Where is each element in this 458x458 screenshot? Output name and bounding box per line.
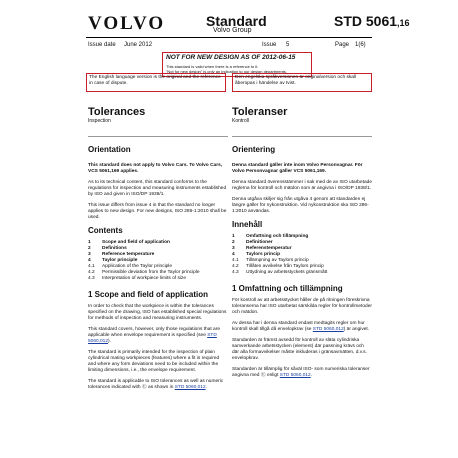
issue-label: Issue xyxy=(262,42,277,48)
swedish-column xyxy=(232,106,372,384)
para-text: ). xyxy=(108,339,111,344)
toc-text: Taylor principle xyxy=(102,258,138,263)
toc-number: 4.2 xyxy=(88,270,95,275)
std-5060-link[interactable]: STD 5060,012 xyxy=(312,327,344,332)
toc-number: 4 xyxy=(232,252,235,257)
standard-number-version: ,16 xyxy=(397,18,410,28)
notice-title: NOT FOR NEW DESIGN AS OF 2012-06-15 xyxy=(166,54,296,61)
header-rule xyxy=(86,37,372,38)
toc-number: 4.3 xyxy=(232,270,239,275)
para-text: The standard is applicable to ISO tolerances as well as numeric tolerances indicated with xyxy=(88,379,224,390)
toc-text: Reference temperature xyxy=(102,252,155,257)
page-subtitle-en: Inspection xyxy=(88,118,111,124)
page-number: 1(6) xyxy=(355,42,366,48)
section-1-para-3-sv: Standarden är främst avsedd för kontroll av släta cylindriska samverkande arbetsstycken (element) där passning krävs och där alla formavvikelser måste inkluderas i gränsavmätten, d.v.s. envelopkrav. xyxy=(232,338,367,361)
toc-text: Scope and field of application xyxy=(102,240,170,245)
page-label: Page xyxy=(335,42,350,48)
section-1-heading-sv: 1 Omfattning och tillämpning xyxy=(232,284,343,293)
issue-date-label: Issue date xyxy=(88,42,116,48)
issue-number: 5 xyxy=(286,42,290,48)
envelope-symbol-icon: Ⓔ xyxy=(141,385,147,390)
section-1-para-3-en: The standard is primarily intended for the inspection of plain cylindrical mating workpieces (features) where a fit is required and where any form deviations need to be included within the limiting dimensions, i.e., the envelope requirement. xyxy=(88,350,220,373)
section-1-para-2-sv xyxy=(232,321,372,333)
envelope-symbol-icon: Ⓔ xyxy=(260,373,266,378)
page-title-sv: Toleranser xyxy=(232,106,288,118)
section-1-para-1-sv: För kontroll av att arbetsstycket håller de på ritningen föreskrivna toleranserna har ISO utarbetat särskilda regler för kontrollmetoder och mätdon. xyxy=(232,298,372,315)
volvo-cars-exception-sv: Denna standard gäller inte inom Volvo Personvagnar. För Volvo Personvagnar gäller VCS 5061,169. xyxy=(232,163,363,174)
notice-line-1: This standard is valid when there is a reference to it. xyxy=(166,64,259,69)
contents-heading-sv: Innehåll xyxy=(232,220,263,229)
toc-text: Definitions xyxy=(102,246,127,251)
para-text: Av dessa har i denna standard endast medtagits regler om hur kontroll skall tillgå då envelopkrav (se xyxy=(232,321,365,332)
page-title-en: Tolerances xyxy=(88,106,146,118)
para-text: . xyxy=(310,373,313,378)
section-1-para-4-en xyxy=(88,379,228,391)
contents-heading-en: Contents xyxy=(88,226,123,235)
toc-item xyxy=(88,276,228,282)
page-subtitle-sv: Kontroll xyxy=(232,118,249,124)
document-type: Standard xyxy=(206,13,267,29)
section-1-para-1-en: In order to check that the workpiece is within the tolerances specified on the drawing, ISO has established special regulations for methods of inspection and measuring instruments. xyxy=(88,304,227,321)
toc-text: Taylors princip xyxy=(246,252,281,257)
para-text: ) är angivet. xyxy=(343,327,370,332)
para-text: Standarden är tillämplig för såväl ISO- som numeriska toleranser angivna med xyxy=(232,367,370,378)
toc-text: Omfattning och tillämpning xyxy=(246,234,309,239)
standard-number xyxy=(334,13,410,29)
toc-number: 1 xyxy=(232,234,235,239)
table-of-contents-en xyxy=(88,240,228,282)
notice-line-2: "Not for new design" is only an indication to our design departments. xyxy=(166,69,287,74)
toc-text: Definitioner xyxy=(246,240,273,245)
toc-number: 1 xyxy=(88,240,91,245)
std-5060-link[interactable]: STD 5060,012 xyxy=(174,385,206,390)
toc-item xyxy=(232,270,372,276)
table-of-contents-sv xyxy=(232,234,372,276)
toc-text: Referenstemperatur xyxy=(246,246,292,251)
toc-number: 3 xyxy=(232,246,235,251)
toc-text: Tillämpning av Taylors princip xyxy=(246,258,309,263)
english-column xyxy=(88,106,228,396)
iso-conformance-en: As to its technical content, this standard conforms to the regulations for inspection and measuring instruments established by ISO and given in ISO/DP 1938/1. xyxy=(88,180,227,197)
std-5060-link[interactable]: STD 5060,012 xyxy=(88,333,217,344)
toc-number: 4 xyxy=(88,258,91,263)
issue-date: June 2012 xyxy=(124,42,153,48)
para-text: . xyxy=(205,385,207,390)
toc-text: Permissible deviation from the Taylor principle xyxy=(102,270,200,275)
issue-difference-sv: Denna utgåva skiljer sig från utgåva 4 genom att standarden ej längre gäller för nykonstruktion. Vid nykonstruktion ska ISO 286-1:2010 användas. xyxy=(232,197,369,214)
volvo-cars-exception-en: This standard does not apply to Volvo Cars. To Volvo Cars, VCS 5061,169 applies. xyxy=(88,163,223,174)
divider xyxy=(88,136,228,137)
std-5060-link[interactable]: STD 5060,012 xyxy=(279,373,311,378)
divider xyxy=(232,136,372,137)
standard-number-main: STD 5061 xyxy=(334,13,398,29)
iso-conformance-sv: Denna standard överensstämmer i sak med de av ISO utarbetade reglerna för kontroll och mätdon som är angivna i ISO/DP 1938/1. xyxy=(232,180,372,191)
organization: Volvo Group xyxy=(213,27,252,34)
toc-number: 2 xyxy=(88,246,91,251)
toc-number: 4.1 xyxy=(232,258,239,263)
para-text: enligt xyxy=(266,373,280,378)
section-1-para-2-en xyxy=(88,327,228,345)
toc-text: Application of the Taylor principle xyxy=(102,264,173,269)
section-1-para-4-sv xyxy=(232,367,372,379)
section-1-heading-en: 1 Scope and field of application xyxy=(88,290,209,299)
toc-number: 4.3 xyxy=(88,276,95,281)
toc-number: 4.1 xyxy=(88,264,95,269)
toc-number: 2 xyxy=(232,240,235,245)
para-text: This standard covers, however, only those regulations that are applicable when envelope requirement is specified (see xyxy=(88,327,220,338)
orientation-heading-en: Orientation xyxy=(88,145,131,154)
toc-number: 4.2 xyxy=(232,264,239,269)
orientation-heading-sv: Orientering xyxy=(232,145,276,154)
para-text: as shown in xyxy=(148,385,175,390)
toc-text: Uttydning av arbetsstyckets gränsmått xyxy=(246,270,328,275)
issue-difference-en: This issue differs from issue 4 in that the standard no longer applies to new design. For new designs, ISO 286-1:2010 shall be used. xyxy=(88,203,227,220)
toc-number: 3 xyxy=(88,252,91,257)
language-note-swedish: Den engelska språkversionen är originalversion och skall åberopas i händelse av tvist. xyxy=(232,73,372,92)
toc-text: Interpretation of workpiece limits of size xyxy=(102,276,186,281)
toc-text: Tillåten avvikelse från Taylors princip xyxy=(246,264,324,269)
volvo-logo: VOLVO xyxy=(88,13,166,34)
language-note-english: The English language version is the original and the reference in case of dispute. xyxy=(86,73,226,92)
